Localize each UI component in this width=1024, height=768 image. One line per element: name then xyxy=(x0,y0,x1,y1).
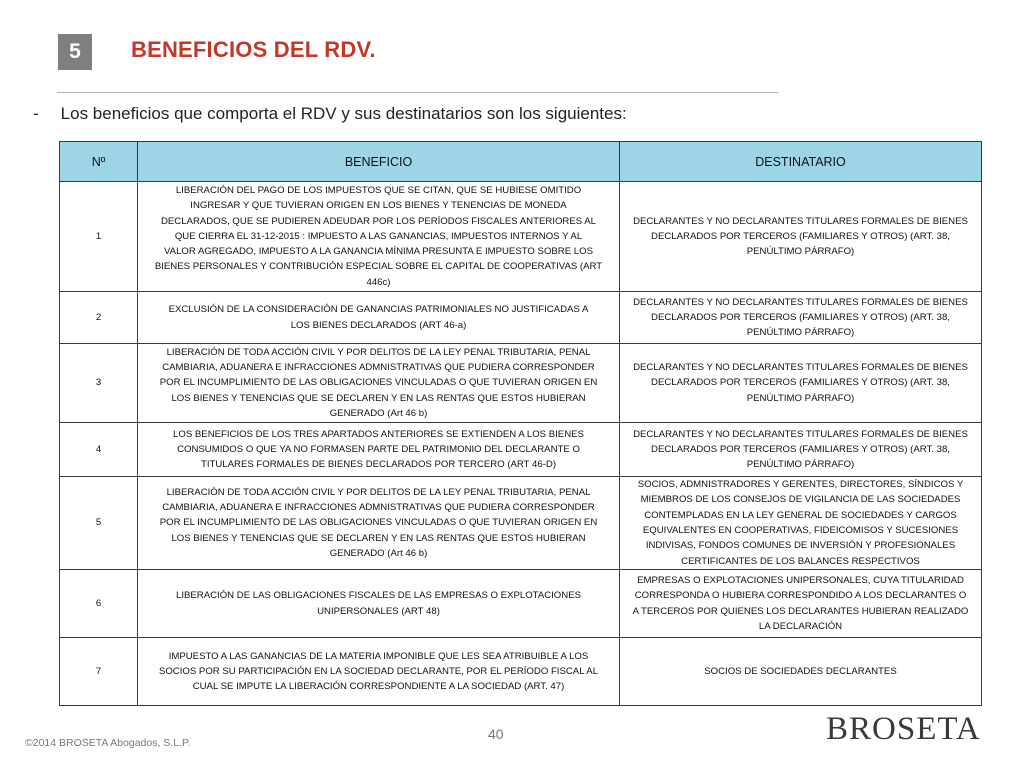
row-number: 6 xyxy=(60,570,138,638)
row-destinatario: DECLARANTES Y NO DECLARANTES TITULARES FORMALES DE BIENES DECLARADOS POR TERCEROS (FAMILIARES Y OTROS) (ART. 38, PENÚLTIMO PÁRRAFO) xyxy=(620,292,982,344)
table-row xyxy=(60,292,982,344)
row-beneficio: IMPUESTO A LAS GANANCIAS DE LA MATERIA IMPONIBLE QUE LES SEA ATRIBUIBLE A LOS SOCIOS POR SU PARTICIPACIÓN EN LA SOCIEDAD DECLARANTE, POR EL PERÍODO FISCAL AL CUAL SE IMPUTE LA LIBERACIÓN CORRESPONDIENTE A LA SOCIEDAD (ART. 47) xyxy=(138,638,620,706)
row-beneficio: EXCLUSIÓN DE LA CONSIDERACIÓN DE GANANCIAS PATRIMONIALES NO JUSTIFICADAS A LOS BIENES DECLARADOS (ART 46-a) xyxy=(138,292,620,344)
column-header-number: Nº xyxy=(60,142,138,182)
row-destinatario: SOCIOS DE SOCIEDADES DECLARANTES xyxy=(620,638,982,706)
row-destinatario: DECLARANTES Y NO DECLARANTES TITULARES FORMALES DE BIENES DECLARADOS POR TERCEROS (FAMILIARES Y OTROS) (ART. 38, PENÚLTIMO PÁRRAFO) xyxy=(620,182,982,292)
table-row xyxy=(60,423,982,477)
row-destinatario: DECLARANTES Y NO DECLARANTES TITULARES FORMALES DE BIENES DECLARADOS POR TERCEROS (FAMILIARES Y OTROS) (ART. 38, PENÚLTIMO PÁRRAFO) xyxy=(620,423,982,477)
row-destinatario: SOCIOS, ADMNISTRADORES Y GERENTES, DIRECTORES, SÍNDICOS Y MIEMBROS DE LOS CONSEJOS DE VIGILANCIA DE LAS SOCIEDADES CONTEMPLADAS EN LA LEY GENERAL DE SOCIEDADES Y CARGOS EQUIVALENTES EN COOPERATIVAS, FIDEICOMISOS Y SUCESIONES INDIVISAS, FONDOS COMUNES DE INVERSIÓN Y PROFESIONALES CERTIFICANTES DE LOS BALANCES RESPECTIVOS xyxy=(620,477,982,570)
row-beneficio: LIBERACIÓN DE TODA ACCIÓN CIVIL Y POR DELITOS DE LA LEY PENAL TRIBUTARIA, PENAL CAMBIARIA, ADUANERA E INFRACCIONES ADMNISTRATIVAS QUE PUDIERA CORRESPONDER POR EL INCUMPLIMIENTO DE LAS OBLIGACIONES VINCULADAS O QUE TUVIERAN ORIGEN EN LOS BIENES Y TENENCIAS QUE SE DECLAREN Y EN LAS RENTAS QUE ESTOS HUBIERAN GENERADO (Art 46 b) xyxy=(138,344,620,423)
column-header-beneficio: BENEFICIO xyxy=(138,142,620,182)
intro-text: Los beneficios que comporta el RDV y sus destinatarios son los siguientes: xyxy=(60,104,627,123)
intro-bullet: - xyxy=(33,104,39,123)
row-number: 2 xyxy=(60,292,138,344)
table-row xyxy=(60,344,982,423)
row-number: 4 xyxy=(60,423,138,477)
benefits-table xyxy=(59,141,982,706)
row-beneficio: LOS BENEFICIOS DE LOS TRES APARTADOS ANTERIORES SE EXTIENDEN A LOS BIENES CONSUMIDOS O QUE YA NO FORMASEN PARTE DEL PATRIMONIO DEL DECLARANTE O TITULARES FORMALES DE BIENES DECLARADOS POR TERCERO (ART 46-D) xyxy=(138,423,620,477)
row-number: 3 xyxy=(60,344,138,423)
row-destinatario: DECLARANTES Y NO DECLARANTES TITULARES FORMALES DE BIENES DECLARADOS POR TERCEROS (FAMILIARES Y OTROS) (ART. 38, PENÚLTIMO PÁRRAFO) xyxy=(620,344,982,423)
copyright-notice: ©2014 BROSETA Abogados, S.L.P. xyxy=(25,737,191,749)
row-number: 5 xyxy=(60,477,138,570)
slide-title: BENEFICIOS DEL RDV. xyxy=(131,37,376,62)
row-number: 7 xyxy=(60,638,138,706)
row-beneficio: LIBERACIÓN DE LAS OBLIGACIONES FISCALES DE LAS EMPRESAS O EXPLOTACIONES UNIPERSONALES (ART 48) xyxy=(138,570,620,638)
section-number-badge: 5 xyxy=(58,34,92,70)
table-row xyxy=(60,570,982,638)
row-number: 1 xyxy=(60,182,138,292)
title-divider xyxy=(57,92,778,93)
row-beneficio: LIBERACIÓN DEL PAGO DE LOS IMPUESTOS QUE SE CITAN, QUE SE HUBIESE OMITIDO INGRESAR Y QUE TUVIERAN ORIGEN EN LOS BIENES Y TENENCIAS DE MONEDA DECLARADOS, QUE SE PUDIEREN ADEUDAR POR LOS PERÍODOS FISCALES ANTERIORES AL QUE CIERRA EL 31-12-2015 : IMPUESTO A LAS GANANCIAS, IMPUESTOS INTERNOS Y AL VALOR AGREGADO, IMPUESTO A LA GANANCIA MÍNIMA PRESUNTA E IMPUESTO SOBRE LOS BIENES PERSONALES Y CONTRIBUCIÓN ESPECIAL SOBRE EL CAPITAL DE COOPERATIVAS (ART 446c) xyxy=(138,182,620,292)
intro-line xyxy=(33,104,627,124)
table-row xyxy=(60,477,982,570)
table-header-row xyxy=(60,142,982,182)
table-row xyxy=(60,638,982,706)
broseta-logo: BROSETA xyxy=(826,711,981,747)
table-row xyxy=(60,182,982,292)
column-header-destinatario: DESTINATARIO xyxy=(620,142,982,182)
page-number: 40 xyxy=(488,726,504,742)
row-beneficio: LIBERACIÓN DE TODA ACCIÓN CIVIL Y POR DELITOS DE LA LEY PENAL TRIBUTARIA, PENAL CAMBIARIA, ADUANERA E INFRACCIONES ADMNISTRATIVAS QUE PUDIERA CORRESPONDER POR EL INCUMPLIMIENTO DE LAS OBLIGACIONES VINCULADAS O QUE TUVIERAN ORIGEN EN LOS BIENES Y TENENCIAS QUE SE DECLAREN Y EN LAS RENTAS QUE ESTOS HUBIERAN GENERADO (Art 46 b) xyxy=(138,477,620,570)
row-destinatario: EMPRESAS O EXPLOTACIONES UNIPERSONALES, CUYA TITULARIDAD CORRESPONDA O HUBIERA CORRESPONDIDO A LOS DECLARANTES O A TERCEROS POR QUIENES LOS DECLARANTES HUBIERAN REALIZADO LA DECLARACIÓN xyxy=(620,570,982,638)
